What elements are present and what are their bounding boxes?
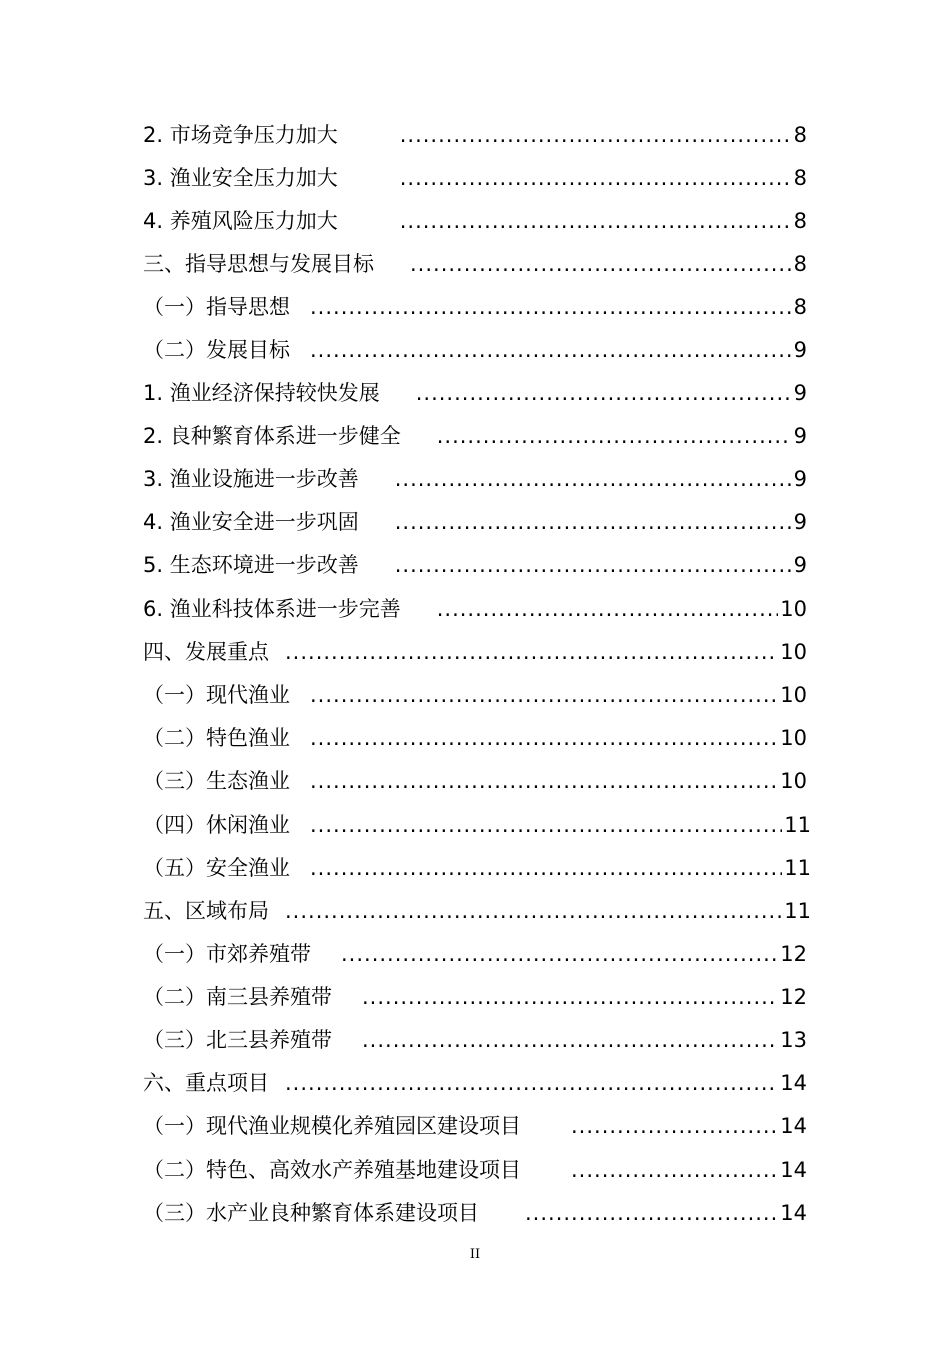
toc-leader-dots (362, 1025, 778, 1055)
toc-entry-label: （二）特色、高效水产养殖基地建设项目 (143, 1158, 521, 1182)
toc-entry-label: 三、指导思想与发展目标 (143, 252, 374, 276)
toc-leader-dots (310, 292, 792, 322)
toc-entry-page: 13 (780, 1028, 807, 1052)
toc-entry[interactable] (143, 206, 807, 236)
toc-entry-label: （三）生态渔业 (143, 769, 290, 793)
toc-leader-dots (341, 939, 778, 969)
toc-entry-page: 12 (780, 942, 807, 966)
toc-entry-page: 14 (780, 1201, 807, 1225)
toc-entry-label: （二）发展目标 (143, 338, 290, 362)
page-number: II (469, 1247, 481, 1262)
toc-entry-page: 10 (780, 769, 807, 793)
toc-entry-label: （三）水产业良种繁育体系建设项目 (143, 1201, 479, 1225)
toc-entry[interactable] (143, 853, 811, 883)
toc-leader-dots (395, 507, 792, 537)
toc-entry-page: 10 (780, 640, 807, 664)
toc-entry-page: 8 (793, 252, 807, 276)
toc-entry[interactable] (143, 594, 807, 624)
toc-entry-page: 10 (780, 597, 807, 621)
toc-entry-label: （二）南三县养殖带 (143, 985, 332, 1009)
toc-entry[interactable] (143, 1068, 807, 1098)
toc-leader-dots (571, 1111, 778, 1141)
toc-entry-label: （一）指导思想 (143, 295, 290, 319)
toc-entry[interactable] (143, 292, 807, 322)
toc-leader-dots (395, 464, 792, 494)
toc-entry-page: 8 (793, 295, 807, 319)
toc-entry[interactable] (143, 550, 807, 580)
toc-entry[interactable] (143, 464, 807, 494)
toc-entry[interactable] (143, 378, 807, 408)
toc-entry-page: 14 (780, 1071, 807, 1095)
toc-leader-dots (395, 550, 792, 580)
toc-entry[interactable] (143, 1025, 807, 1055)
toc-entry[interactable] (143, 810, 811, 840)
toc-leader-dots (437, 421, 792, 451)
toc-leader-dots (400, 120, 792, 150)
toc-leader-dots (437, 594, 779, 624)
toc-leader-dots (400, 206, 792, 236)
toc-entry-page: 9 (793, 553, 807, 577)
toc-entry-page: 8 (793, 123, 807, 147)
toc-entry[interactable] (143, 680, 807, 710)
toc-entry[interactable] (143, 249, 807, 279)
toc-entry-label: （二）特色渔业 (143, 726, 290, 750)
toc-entry-label: 6. 渔业科技体系进一步完善 (143, 597, 401, 621)
toc-leader-dots (285, 637, 778, 667)
toc-entry-page: 11 (784, 899, 811, 923)
toc-entry-label: 六、重点项目 (143, 1071, 269, 1095)
toc-entry-page: 11 (784, 813, 811, 837)
toc-leader-dots (310, 335, 792, 365)
toc-leader-dots (285, 1068, 778, 1098)
toc-entry[interactable] (143, 507, 807, 537)
toc-entry[interactable] (143, 896, 811, 926)
toc-entry-page: 8 (793, 166, 807, 190)
toc-leader-dots (571, 1155, 778, 1185)
toc-entry-label: 3. 渔业安全压力加大 (143, 166, 338, 190)
toc-entry-label: 2. 市场竞争压力加大 (143, 123, 338, 147)
toc-entry[interactable] (143, 982, 807, 1012)
toc-leader-dots (310, 680, 778, 710)
toc-entry-page: 9 (793, 424, 807, 448)
toc-leader-dots (310, 723, 778, 753)
toc-entry-label: （一）市郊养殖带 (143, 942, 311, 966)
toc-entry-label: 3. 渔业设施进一步改善 (143, 467, 359, 491)
toc-entry-label: 2. 良种繁育体系进一步健全 (143, 424, 401, 448)
toc-leader-dots (400, 163, 792, 193)
toc-entry[interactable] (143, 1111, 807, 1141)
toc-entry-label: 四、发展重点 (143, 640, 269, 664)
toc-entry[interactable] (143, 766, 807, 796)
toc-entry-page: 8 (793, 209, 807, 233)
toc-leader-dots (410, 249, 792, 279)
toc-entry-page: 11 (784, 856, 811, 880)
toc-entry[interactable] (143, 939, 807, 969)
toc-entry-label: 1. 渔业经济保持较快发展 (143, 381, 380, 405)
toc-entry-label: 4. 渔业安全进一步巩固 (143, 510, 359, 534)
toc-leader-dots (310, 810, 782, 840)
toc-entry-page: 12 (780, 985, 807, 1009)
toc-entry-page: 14 (780, 1114, 807, 1138)
toc-entry[interactable] (143, 421, 807, 451)
toc-entry-page: 9 (793, 467, 807, 491)
toc-leader-dots (310, 766, 778, 796)
toc-entry-page: 9 (793, 338, 807, 362)
toc-leader-dots (362, 982, 778, 1012)
toc-entry-page: 10 (780, 726, 807, 750)
toc-leader-dots (416, 378, 792, 408)
toc-entry[interactable] (143, 723, 807, 753)
toc-leader-dots (525, 1198, 778, 1228)
toc-entry-page: 10 (780, 683, 807, 707)
toc-entry[interactable] (143, 335, 807, 365)
toc-entry[interactable] (143, 1198, 807, 1228)
toc-entry[interactable] (143, 163, 807, 193)
toc-entry-page: 14 (780, 1158, 807, 1182)
toc-entry-label: 4. 养殖风险压力加大 (143, 209, 338, 233)
toc-entry-label: （一）现代渔业 (143, 683, 290, 707)
toc-entry-page: 9 (793, 510, 807, 534)
toc-entry-label: 五、区域布局 (143, 899, 269, 923)
toc-leader-dots (310, 853, 782, 883)
toc-entry-label: （三）北三县养殖带 (143, 1028, 332, 1052)
toc-entry[interactable] (143, 637, 807, 667)
toc-entry-page: 9 (793, 381, 807, 405)
toc-entry-label: （四）休闲渔业 (143, 813, 290, 837)
toc-entry[interactable] (143, 1155, 807, 1185)
toc-entry-label: （五）安全渔业 (143, 856, 290, 880)
toc-entry-label: （一）现代渔业规模化养殖园区建设项目 (143, 1114, 521, 1138)
toc-entry[interactable] (143, 120, 807, 150)
toc-leader-dots (285, 896, 782, 926)
toc-entry-label: 5. 生态环境进一步改善 (143, 553, 359, 577)
